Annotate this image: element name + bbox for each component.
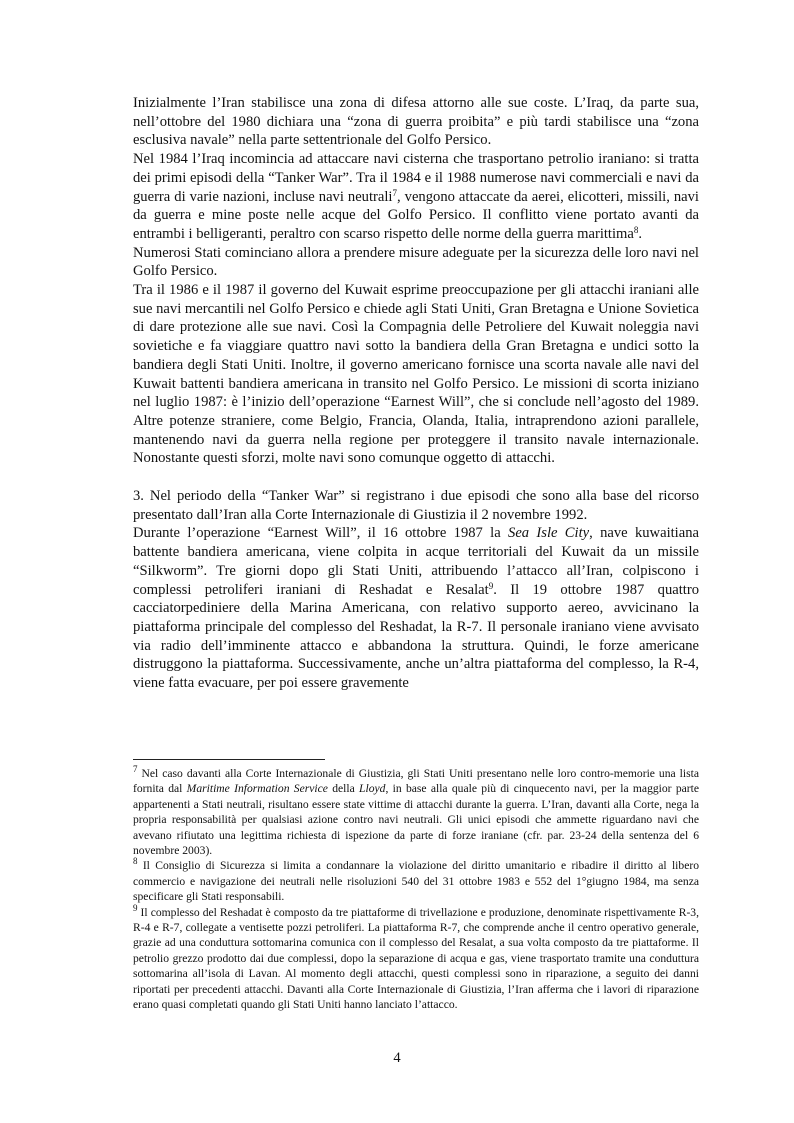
text-segment: della [327, 782, 360, 796]
footnote-7 [133, 766, 699, 858]
text-segment: . [638, 225, 643, 242]
footnote-number: 9 [133, 902, 138, 913]
ship-name: Sea Isle City [508, 525, 590, 542]
source-name: Lloyd [359, 782, 386, 796]
paragraph-tanker-war-start [133, 150, 699, 244]
body-text [133, 94, 699, 693]
footnote-number: 8 [133, 856, 138, 867]
text-segment: Nel caso davanti alla Corte Internazionale di Giustizia, gli Stati Uniti presentano nelle loro contro-memorie una lista fornita dal [133, 767, 699, 796]
source-name: Maritime Information Service [186, 782, 328, 796]
text-segment: Durante l’operazione “Earnest Will”, il 16 ottobre 1987 la [133, 525, 509, 542]
footnote-ref-7[interactable]: 7 [392, 187, 397, 198]
text-segment: . Il 19 ottobre 1987 quattro cacciatorpediniere della Marina Americana, con relativo supporto aereo, avvicinano la piattaforma principale del complesso del Reshadat, la R-7. Il personale iraniano viene avvisato via radio dell’imminente attacco e abbandona la struttura. Quindi, le forze americane distruggono la piattaforma. Successivamente, anche un’altra piattaforma del complesso, la R-4, viene fatta evacuare, per poi essere gravemente [133, 581, 699, 692]
footnotes [133, 766, 699, 1013]
footnote-ref-9[interactable]: 9 [488, 580, 494, 591]
page-number: 4 [393, 1050, 401, 1066]
paragraph-section-3: 3. Nel periodo della “Tanker War” si registrano i due episodi che sono alla base del ricorso presentato dall’Iran alla Corte Internazionale di Giustizia il 2 novembre 1992. [133, 488, 699, 523]
paragraph-kuwait-escort: Tra il 1986 e il 1987 il governo del Kuwait esprime preoccupazione per gli attacchi iraniani alle sue navi mercantili nel Golfo Persico e chiede agli Stati Uniti, Gran Bretagna e Unione Sovietica di dare protezione alle sue navi. Così la Compagnia delle Petroliere del Kuwait noleggia navi sovietiche e fa viaggiare quattro navi sotto la bandiera della Gran Bretagna e undici sotto la bandiera degli Stati Uniti. Inoltre, il governo americano fornisce una scorta navale alle navi del Kuwait battenti bandiera americana in transito nel Golfo Persico. Le missioni di scorta iniziano nel luglio 1987: è l’inizio dell’operazione “Earnest Will”, che si conclude nell’agosto del 1989. Altre potenze straniere, come Belgio, Francia, Olanda, Italia, intraprendono azioni parallele, mantenendo navi da guerra nella regione per proteggere il transito navale internazionale. Nonostante questi sforzi, molte navi sono comunque oggetto di attacchi. [133, 282, 699, 467]
paragraph-security-measures: Numerosi Stati cominciano allora a prendere misure adeguate per la sicurezza delle loro navi nel Golfo Persico. [133, 244, 699, 280]
footnote-ref-8[interactable]: 8 [633, 224, 639, 235]
text-segment: , in base alla quale più di cinquecento navi, per la maggior parte appartenenti a Stati neutrali, risultano essere state vittime di attacchi durante la guerra. L’Iran, davanti alla Corte, nega la propria responsabilità per qualsiasi azione contro navi neutrali. Gli unici episodi che ammette riguardano navi che avevano rifiutato una legittima richiesta di ispezione da parte di forze iraniane (cfr. par. 23-24 della sentenza del 6 novembre 2003). [133, 782, 700, 858]
footnote-number: 7 [133, 764, 138, 774]
text-segment: Il complesso del Reshadat è composto da tre piattaforme di trivellazione e produzione, denominate rispettivamente R-3, R-4 e R-7, collegate a ventisette pozzi petroliferi. La piattaforma R-7, che comprende anche il centro operativo generale, grazie ad una conduttura sottomarina comunica con il complesso del Resalat, a sua volta composto da tre piattaforme. Il petrolio grezzo prodotto dai due complessi, dopo la separazione di acqua e gas, viene trasportato tramite una conduttura sottomarina all’isola di Lavan. Al momento degli attacchi, questi complessi sono in riparazione, a seguito dei danni riportati per precedenti attacchi. Davanti alla Corte Internazionale di Giustizia, l’Iran afferma che i lavori di riparazione erano quasi completati quando gli Stati Uniti hanno lanciato l’attacco. [133, 905, 699, 1012]
text-segment: Il Consiglio di Sicurezza si limita a condannare la violazione del diritto umanitario e ribadire il diritto al libero commercio e navigazione dei neutrali nelle risoluzioni 540 del 31 ottobre 1983 e 552 del 1°giugno 1984, ma senza specificare gli Stati responsabili. [133, 859, 699, 904]
text-segment: , nave kuwaitiana battente bandiera americana, viene colpita in acque territoriali del Kuwait da un missile “Silkworm”. Tre giorni dopo gli Stati Uniti, attribuendo l’attacco all’Iran, colpiscono i complessi petroliferi iraniani di Reshadat e Resalat [133, 525, 699, 598]
text-segment: , vengono attaccate da aerei, elicotteri, missili, navi da guerra e mine poste nelle acque del Golfo Persico. Il conflitto viene portato avanti da entrambi i belligeranti, peraltro con scarso rispetto delle norme della guerra marittima [133, 188, 699, 242]
paragraph-iran-defense-zone: Inizialmente l’Iran stabilisce una zona di difesa attorno alle sue coste. L’Iraq, da parte sua, nell’ottobre del 1980 dichiara una “zona di guerra proibita” e più tardi stabilisce una “zona esclusiva navale” nella parte settentrionale del Golfo Persico. [133, 95, 699, 149]
paragraph-earnest-will [133, 524, 699, 692]
footnote-8 [133, 858, 699, 904]
text-segment: Nel 1984 l’Iraq incomincia ad attaccare navi cisterna che trasportano petrolio iraniano: si tratta dei primi episodi della “Tanker War”. Tra il 1984 e il 1988 numerose navi commerciali e navi da guerra di varie nazioni, incluse navi neutrali [133, 151, 699, 205]
footnote-9 [133, 902, 699, 1013]
footnote-divider [133, 759, 325, 760]
